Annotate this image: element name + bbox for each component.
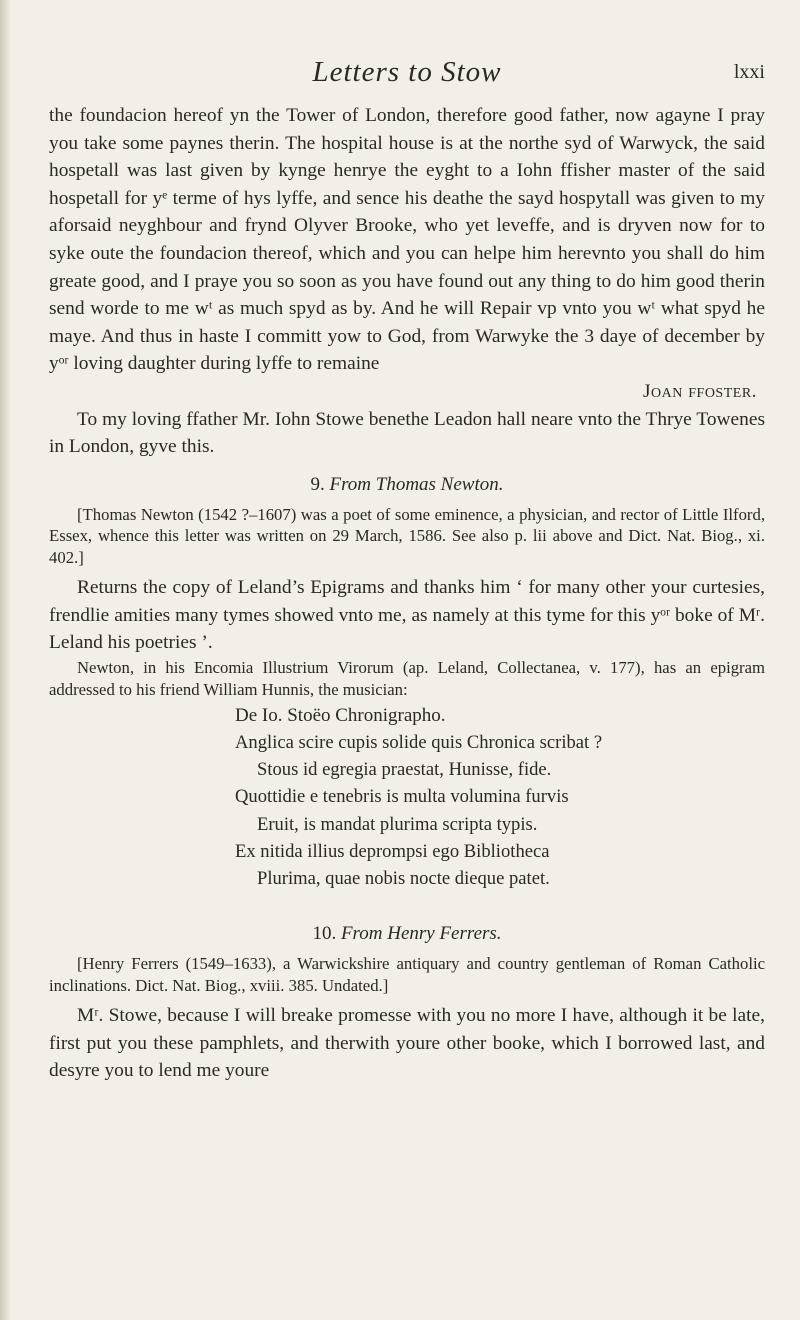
section-spacer: [49, 900, 765, 910]
page-header: [49, 52, 765, 92]
epigram-line: Stous id egregia praestat, Hunisse, fide.: [257, 759, 552, 781]
epigram-line: Eruit, is mandat plurima scripta typis.: [257, 813, 538, 835]
book-spine-shadow: [0, 0, 10, 1320]
letter-10-editorial-note: [Henry Ferrers (1549–1633), a Warwickshire antiquary and country gentleman of Roman Catholic inclinations. Dict. Nat. Biog., xviii. 385. Undated.]: [49, 954, 765, 995]
letter-9-summary: Returns the copy of Leland’s Epigrams and thanks him ‘ for many other your curtesies, frendlie amities many tymes showed vnto me, as namely at this tyme for this yᵒʳ boke of Mʳ. Leland his poetries ’.: [49, 577, 765, 654]
letter-10-heading: [49, 920, 765, 947]
letter-8-address: To my loving ffather Mr. Iohn Stowe benethe Leadon hall neare vnto the Thrye Towenes in London, gyve this.: [49, 408, 765, 458]
epigram-line: Quottidie e tenebris is multa volumina furvis: [235, 786, 569, 808]
epigram-line: Anglica scire cupis solide quis Chronica scribat ?: [235, 732, 603, 753]
epigram-line: Plurima, quae nobis nocte dieque patet.: [257, 868, 550, 890]
letter-10-number: 10.: [312, 923, 337, 945]
letter-10-from: From Henry Ferrers.: [340, 923, 502, 945]
epigram: [49, 702, 765, 892]
letter-8-body: the foundacion hereof yn the Tower of London, therefore good father, now agayne I pray you take some paynes therin. The hospital house is at the northe syd of Warwyck, the said hospetall was last given by kynge henrye the eyght to a Iohn ffisher master of the said hospetall for yᵉ terme of hys lyffe, and sence his deathe the sayd hospytall was given to my aforsaid neyghbour and frynd Olyver Brooke, who yet leveffe, and is dryven now for to syke oute the foundacion thereof, which and you can helpe him herevnto you shall do him greate good, and I praye you so soon as you have found out any thing to do him good therin send worde to me wᵗ as much spyd as by. And he will Repair vp vnto you wᵗ what spyd he maye. And thus in haste I committ yow to God, from Warwyke the 3 daye of december by yᵒʳ loving daughter during lyffe to remaine: [49, 105, 765, 375]
page-number: lxxi: [733, 61, 765, 83]
letter-9-editorial-note: [Thomas Newton (1542 ?–1607) was a poet of some eminence, a physician, and rector of Little Ilford, Essex, whence this letter was written on 29 March, 1586. See also p. lii above and Dict. Nat. Biog., xi. 402.]: [49, 504, 765, 567]
letter-9-number: 9.: [310, 473, 325, 495]
letter-9-commentary: Newton, in his Encomia Illustrium Virorum (ap. Leland, Collectanea, v. 177), has an epigram addressed to his friend William Hunnis, the musician:: [49, 658, 765, 699]
letter-9-from: From Thomas Newton.: [329, 473, 504, 495]
running-title: Letters to Stow: [312, 56, 502, 88]
letter-9-heading: [49, 471, 765, 498]
epigram-title: De Io. Stoëo Chronigrapho.: [235, 705, 446, 726]
page-body: [49, 102, 765, 1085]
book-page: [49, 52, 765, 1085]
epigram-line: Ex nitida illius deprompsi ego Bibliotheca: [235, 840, 550, 862]
letter-10-body: Mʳ. Stowe, because I will breake promesse with you no more I have, although it be late, first put you these pamphlets, and therwith youre other booke, which I borrowed last, and desyre you to lend me youre: [49, 1005, 765, 1082]
letter-8-signature: Joan ffoster.: [643, 380, 757, 402]
